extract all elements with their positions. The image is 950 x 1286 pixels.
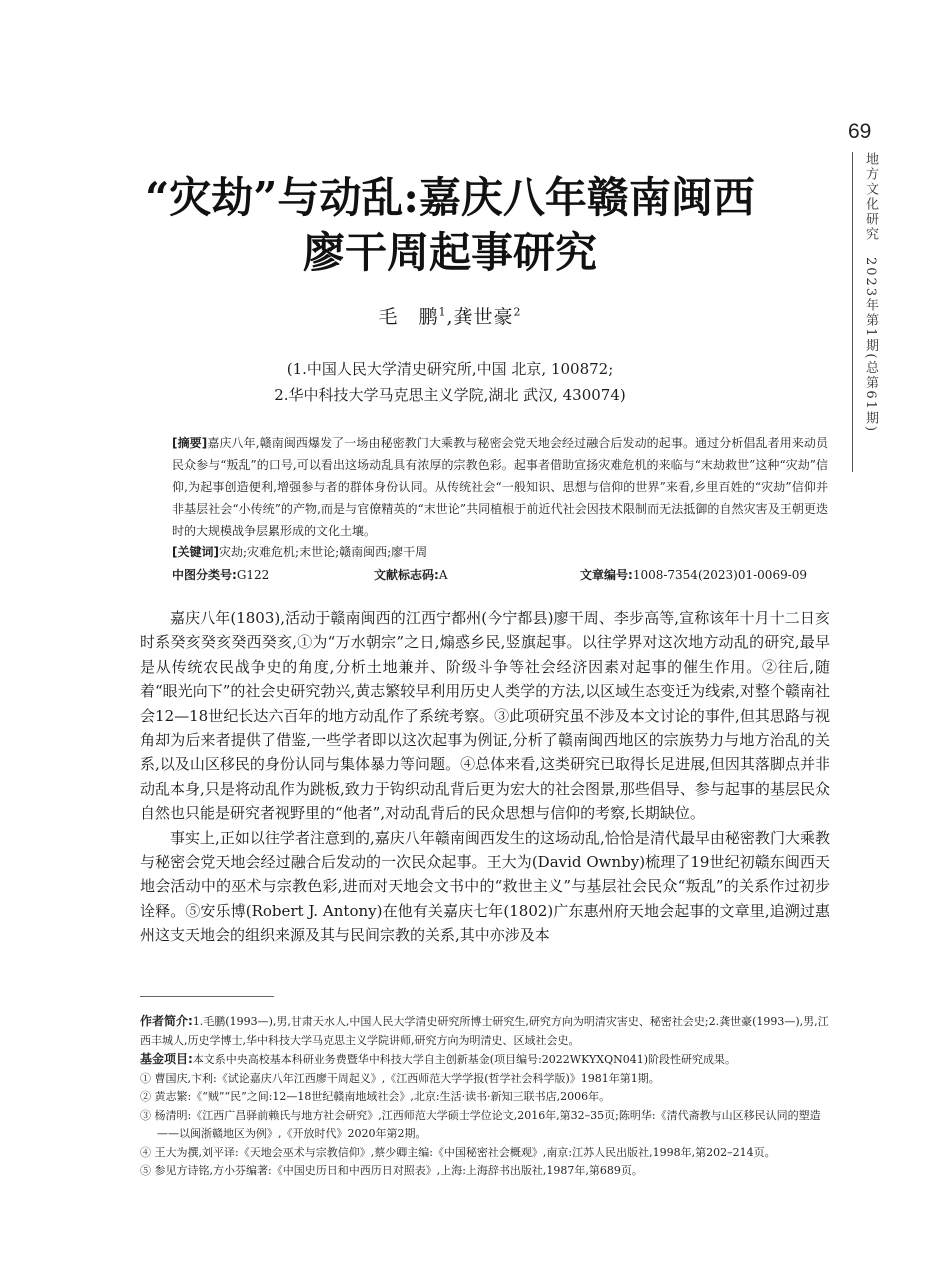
document-code (374, 566, 447, 583)
keywords (172, 542, 828, 562)
article-title (100, 170, 800, 280)
abstract-text: 嘉庆八年,赣南闽西爆发了一场由秘密教门大乘教与秘密会党天地会经过融合后发动的起事。通过分析倡乱者用来动员民众参与“叛乱”的口号,可以看出这场动乱具有浓厚的宗教色彩。起事者借助宣扬灾难危机的来临与“末劫救世”这种“灾劫”信仰,为起事创造便利,增强参与者的群体身份认同。从传统社会“一般知识、思想与信仰的世界”来看,乡里百姓的“灾劫”信仰并非基层社会“小传统”的产物,而是与官僚精英的“末世论”共同植根于前近代社会因技术限制而无法抵御的自然灾害及王朝更迭时的大规模战争层累形成的文化土壤。 (172, 436, 828, 538)
author-separator: , (446, 306, 454, 328)
classification-row (172, 566, 828, 586)
author-info-label: 作者简介: (140, 1014, 193, 1028)
doc-code-value: A (438, 568, 448, 582)
keywords-label: [关键词] (172, 545, 219, 559)
footnote-item: ① 曹国庆,卞利:《试论嘉庆八年江西廖干周起义》,《江西师范大学学报(哲学社会科学版)》1981年第1期。 (140, 1071, 660, 1085)
affiliation-1: (1.中国人民大学清史研究所,中国 北京, 100872; (286, 360, 614, 378)
footnote-item: ③ 杨清明:《江西广昌驿前赖氏与地方社会研究》,江西师范大学硕士学位论文,2016年,第32–35页;陈明华:《清代斋教与山区移民认同的塑造——以闽浙赣地区为例》,《开放时代》2020年第2期。 (140, 1108, 821, 1140)
footnote-item: ⑤ 参见方诗铭,方小芬编著:《中国史历日和中西历日对照表》,上海:上海辞书出版社,1987年,第689页。 (140, 1164, 643, 1177)
doc-code-label: 文献标志码: (374, 568, 439, 582)
affiliations (200, 356, 700, 408)
footnote-item: ④ 王大为撰,刘平译:《天地会巫术与宗教信仰》,蔡少卿主编:《中国秘密社会概观》,南京:江苏人民出版社,1998年,第202–214页。 (140, 1145, 776, 1159)
author-info-text: 1.毛鹏(1993—),男,甘肃天水人,中国人民大学清史研究所博士研究生,研究方向为明清灾害史、秘密社会史;2.龚世豪(1993—),男,江西丰城人,历史学博士,华中科技大学马克思主义学院讲师,研究方向为明清史、区域社会史。 (140, 1015, 829, 1047)
affiliation-2: 2.华中科技大学马克思主义学院,湖北 武汉, 430074) (274, 386, 626, 404)
footnotes-section (140, 1012, 830, 1181)
author-info (140, 1012, 830, 1050)
keywords-text: 灾劫;灾难危机;末世论;赣南闽西;廖干周 (218, 545, 428, 559)
clc-label: 中图分类号: (172, 568, 237, 582)
title-line-2: 廖干周起事研究 (302, 228, 597, 277)
body-paragraph: 事实上,正如以往学者注意到的,嘉庆八年赣南闽西发生的这场动乱,恰恰是清代最早由秘密教门大乘教与秘密会党天地会经过融合后发动的一次民众起事。王大为(David Ownby)梳理了19世纪初赣东闽西天地会活动中的巫术与宗教色彩,进而对天地会文书中的“救世主义”与基层社会民众“叛乱”的关系作过初步诠释。⑤安乐博(Robert J. Antony)在他有关嘉庆七年(1802)广东惠州府天地会起事的文章里,追溯过惠州这支天地会的组织来源及其与民间宗教的关系,其中亦涉及本 (140, 828, 830, 945)
journal-running-header: 地方文化研究 2023年第1期(总第61期) (863, 152, 878, 434)
clc-value: G122 (236, 568, 270, 582)
fund-label: 基金项目: (140, 1052, 193, 1066)
footnote-divider (140, 996, 274, 997)
author-2-name: 龚世豪 (453, 306, 514, 328)
clc-number (172, 566, 269, 583)
abstract-label: [摘要] (172, 436, 208, 450)
author-1-name: 毛 鹏 (378, 306, 439, 328)
body-paragraph: 嘉庆八年(1803),活动于赣南闽西的江西宁都州(今宁都县)廖干周、李步高等,宣称该年十月十二日亥时系癸亥癸亥癸西癸亥,①为“万水朝宗”之日,煽惑乡民,竖旗起事。以往学界对这次地方动乱的研究,最早是从传统农民战争史的角度,分析土地兼并、阶级斗争等社会经济因素对起事的催生作用。②往后,随着“眼光向下”的社会史研究勃兴,黄志繁较早利用历史人类学的方法,以区域生态变迁为线索,对整个赣南社会12—18世纪长达六百年的地方动乱作了系统考察。③此项研究虽不涉及本文讨论的事件,但其思路与视角却为后来者提供了借鉴,一些学者即以这次起事为例证,分析了赣南闽西地区的宗族势力与地方治乱的关系,以及山区移民的身份认同与集体暴力等问题。④总体来看,这类研究已取得长足进展,但因其落脚点并非动乱本身,只是将动乱作为跳板,致力于钩织动乱背后更为宏大的社会图景,那些倡导、参与起事的基层民众自然也只能是研究者视野里的“他者”,对动乱背后的民众思想与信仰的考察,长期缺位。 (140, 609, 830, 823)
side-divider-rule (852, 152, 853, 472)
article-number (580, 566, 807, 583)
title-line-1: “灾劫”与动乱:嘉庆八年赣南闽西 (145, 173, 755, 222)
author-1-affil-marker: 1 (438, 305, 447, 319)
author-2-affil-marker: 2 (513, 305, 522, 319)
article-body (140, 606, 830, 948)
footnote-item: ② 黄志繁:《“贼”“民”之间:12—18世纪赣南地域社会》,北京:生活·读书·新知三联书店,2006年。 (140, 1090, 611, 1103)
abstract (172, 432, 828, 542)
author-line (250, 302, 650, 329)
fund-text: 本文系中央高校基本科研业务费暨华中科技大学自主创新基金(项目编号:2022WKYXQN041)阶段性研究成果。 (192, 1053, 737, 1066)
article-number-label: 文章编号: (580, 568, 633, 582)
fund-info (140, 1050, 830, 1070)
article-number-value: 1008-7354(2023)01-0069-09 (632, 568, 808, 582)
page-number: 69 (848, 120, 872, 143)
